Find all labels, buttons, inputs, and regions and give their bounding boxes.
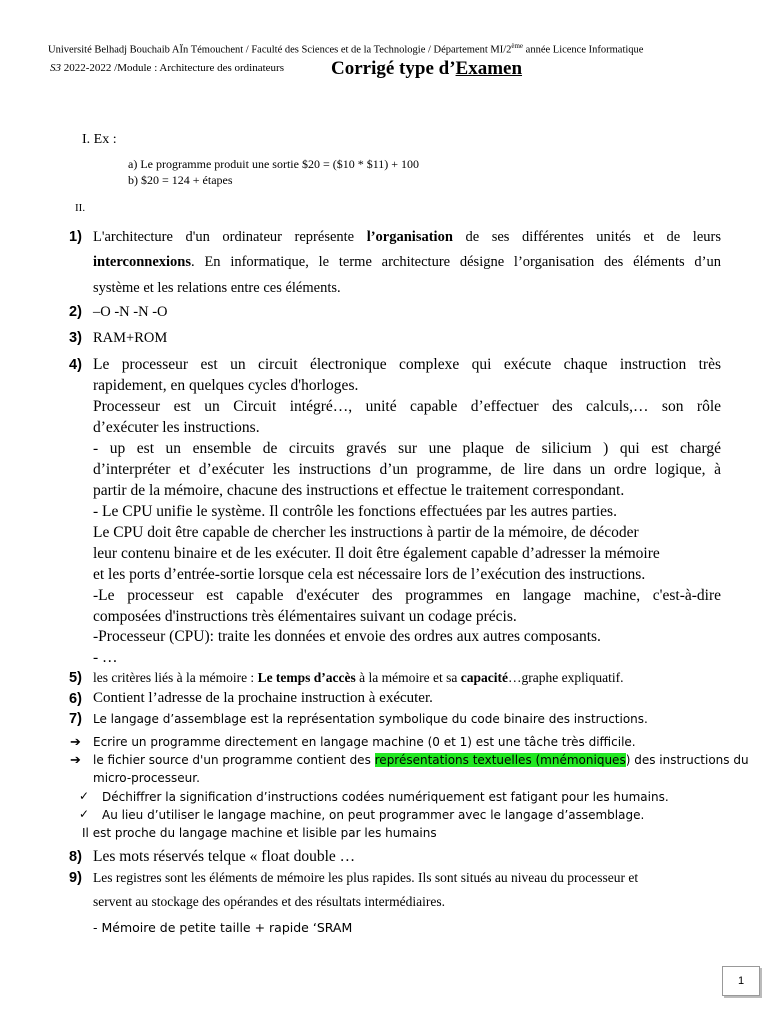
q4-line: d’exécuter les instructions. — [93, 419, 260, 436]
check-icon: ✓ — [79, 807, 90, 821]
q5-number: 5) — [69, 670, 82, 686]
q4-number: 4) — [69, 357, 82, 373]
q7-answer: Le langage d’assemblage est la représentation symbolique du code binaire des instructions. — [93, 712, 648, 726]
answer-1a: a) Le programme produit une sortie $20 = ($10 * $11) + 100 — [128, 157, 420, 171]
q2-number: 2) — [69, 304, 82, 320]
q4-line: - Le CPU unifie le système. Il contrôle les fonctions effectuées par les autres parties. — [93, 503, 617, 520]
q4-line: et les ports d’entrée-sortie lorsque cela est nécessaire lors de l’exécution des instructions. — [93, 566, 646, 583]
q4-line: - … — [93, 649, 118, 666]
q2-answer: –O -N -N -O — [93, 304, 168, 320]
q4-line: Le CPU doit être capable de chercher les instructions à partir de la mémoire, de décoder — [93, 524, 639, 541]
header-institution: Université Belhadj Bouchaib AÏn Témouchent / Faculté des Sciences et de la Technologie / Département MI/2ème année Licence Informatique — [48, 42, 644, 56]
q7-check-1: Déchiffrer la signification d’instructions codées numériquement est fatigant pour les humains. — [102, 790, 669, 804]
q8-answer: Les mots réservés telque « float double … — [93, 848, 356, 865]
q1-line-1: L'architecture d'un ordinateur représente l’organisation de ses différentes unités et de leurs — [93, 229, 721, 245]
q1-number: 1) — [69, 229, 82, 245]
q7-number: 7) — [69, 711, 82, 727]
page-number: 1 — [722, 966, 760, 996]
page-title: Corrigé type d’Examen — [331, 58, 523, 79]
section-2-heading: II. — [75, 202, 86, 214]
q7-arrow-2: le fichier source d'un programme contient des représentations textuelles (mnémoniques) des instructions du — [93, 753, 749, 767]
q4-line: - up est un ensemble de circuits gravés sur une plaque de silicium ) qui est chargé — [93, 440, 721, 457]
highlighted-text: représentations textuelles (mnémoniques — [374, 753, 626, 767]
q4-line: Le processeur est un circuit électronique complexe qui exécute chaque instruction très — [93, 356, 721, 373]
section-1-heading: I. Ex : — [82, 132, 117, 147]
q4-line: -Processeur (CPU): traite les données et envoie des ordres aux autres composants. — [93, 628, 601, 645]
q9-line-2: servent au stockage des opérandes et des résultats intermédiaires. — [93, 894, 445, 909]
q1-line-2: interconnexions. En informatique, le terme architecture désigne l’organisation des éléments d’un — [93, 254, 721, 270]
q6-number: 6) — [69, 691, 82, 707]
q4-line: -Le processeur est capable d'exécuter des programmes en langage machine, c'est-à-dire — [93, 587, 721, 604]
q7-check-2: Au lieu d’utiliser le langage machine, on peut programmer avec le langage d’assemblage. — [102, 808, 645, 822]
q4-line: composées d'instructions très élémentaires suivant un codage précis. — [93, 608, 517, 625]
q3-number: 3) — [69, 330, 82, 346]
q1-line-3: système et les relations entre ces éléments. — [93, 280, 341, 296]
q4-line: partir de la mémoire, chacune des instructions et effectue le traitement correspondant. — [93, 482, 625, 499]
q7-arrow-1: Ecrire un programme directement en langage machine (0 et 1) est une tâche très difficile. — [93, 735, 636, 749]
q9-number: 9) — [69, 870, 82, 886]
q6-answer: Contient l’adresse de la prochaine instruction à exécuter. — [93, 690, 433, 706]
q5-answer: les critères liés à la mémoire : Le temps d’accès à la mémoire et sa capacité…graphe expliquatif. — [93, 670, 624, 685]
q8-number: 8) — [69, 849, 82, 865]
q4-line: Processeur est un Circuit intégré…, unité capable d’effectuer des calculs,… son rôle — [93, 398, 721, 415]
arrow-right-icon: ➔ — [70, 734, 81, 749]
header-module: S3 2022-2022 /Module : Architecture des ordinateurs — [50, 62, 285, 74]
arrow-right-icon: ➔ — [70, 752, 81, 767]
q7-arrow-2-cont: micro-processeur. — [93, 771, 200, 785]
q9-line-3: - Mémoire de petite taille + rapide ‘SRAM — [93, 920, 353, 935]
q3-answer: RAM+ROM — [93, 330, 168, 346]
q4-line: rapidement, en quelques cycles d'horloges. — [93, 377, 359, 394]
q4-line: leur contenu binaire et de les exécuter. Il doit être également capable d’adresser la mémoire — [93, 545, 660, 562]
q9-line-1: Les registres sont les éléments de mémoire les plus rapides. Ils sont situés au niveau du processeur et — [93, 870, 639, 885]
q7-note: Il est proche du langage machine et lisible par les humains — [82, 826, 437, 840]
q4-line: d’interpréter et d’exécuter les instructions d’un programme, de lire dans un ordre logique, à — [93, 461, 721, 478]
check-icon: ✓ — [79, 789, 90, 803]
answer-1b: b) $20 = 124 + étapes — [128, 173, 233, 187]
